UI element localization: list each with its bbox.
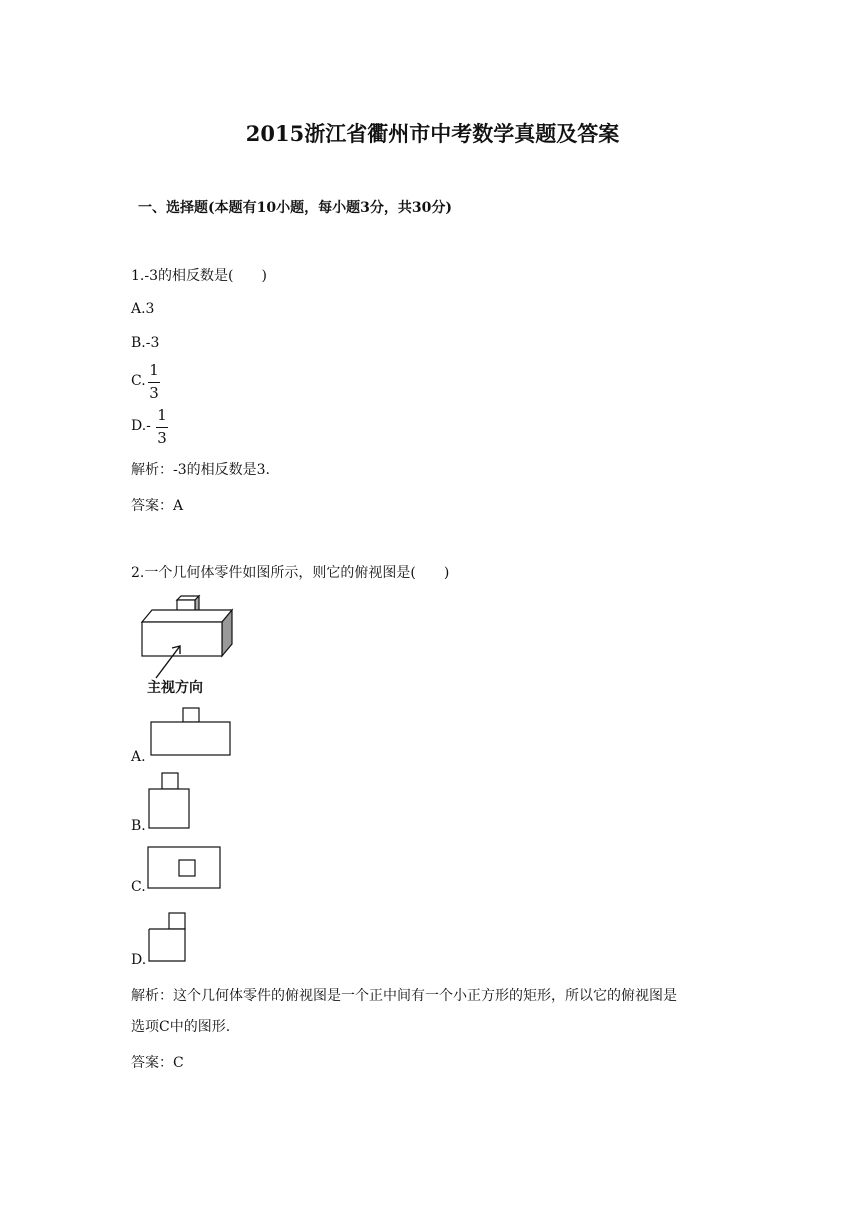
- page-title: 2015浙江省衢州市中考数学真题及答案: [245, 121, 620, 146]
- question-1-option-a: A.3: [131, 301, 155, 317]
- question-2-option-b-label: B.: [131, 818, 146, 834]
- question-1-option-b: B.-3: [131, 335, 160, 351]
- section-heading: 一、选择题(本题有10小题，每小题3分，共30分): [138, 200, 452, 216]
- question-2-analysis-line-1: 解析：这个几何体零件的俯视图是一个正中间有一个小正方形的矩形，所以它的俯视图是: [131, 988, 677, 1004]
- question-1-stem: 1.-3的相反数是( ): [131, 268, 267, 284]
- question-2-option-c-label: C.: [131, 879, 146, 895]
- question-2-analysis-line-2: 选项C中的图形.: [131, 1019, 231, 1035]
- question-1-option-c-label: C.: [131, 373, 146, 389]
- question-2-stem: 2.一个几何体零件如图所示，则它的俯视图是( ): [131, 565, 450, 581]
- question-2-answer: 答案：C: [131, 1055, 184, 1071]
- question-2-option-a-label: A.: [131, 749, 146, 765]
- figure-caption: 主视方向: [147, 680, 203, 696]
- fraction-numerator: 1: [149, 361, 159, 379]
- question-1-answer: 答案：A: [131, 498, 184, 514]
- fraction-denominator: 3: [157, 429, 167, 447]
- fraction-denominator: 3: [149, 384, 159, 402]
- question-2-option-d-label: D.: [131, 952, 147, 968]
- fraction-numerator: 1: [157, 406, 167, 424]
- question-1-option-d-label: D.-: [131, 418, 151, 434]
- question-1-analysis: 解析：-3的相反数是3.: [131, 462, 270, 478]
